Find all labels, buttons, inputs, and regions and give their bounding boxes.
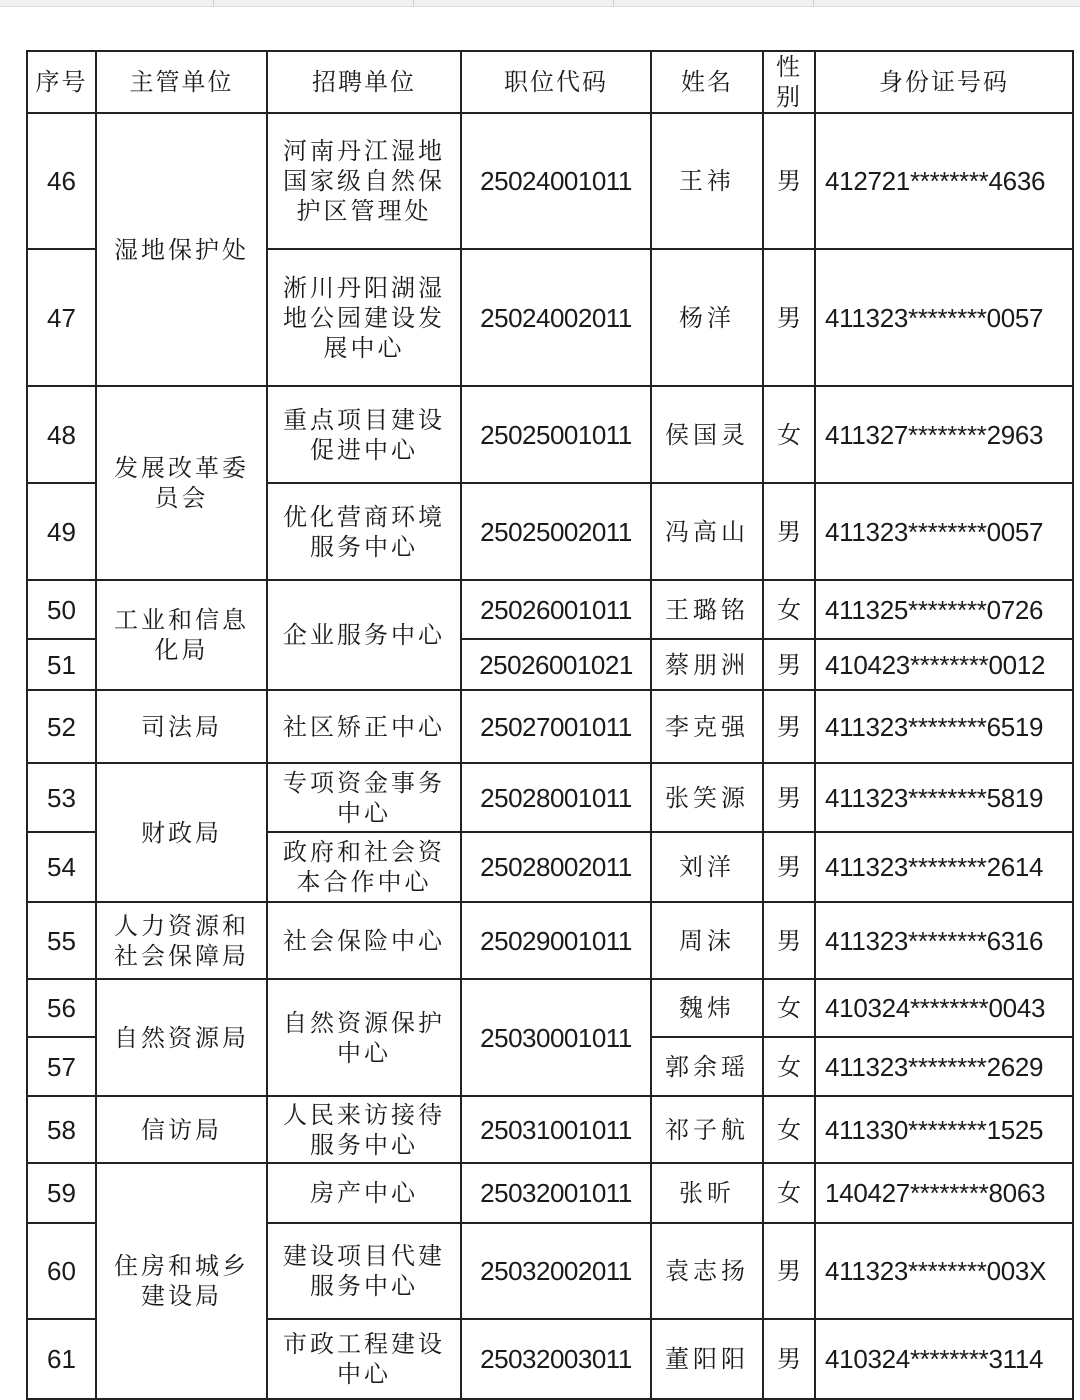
table-row [27,763,1073,832]
department-cell: 人力资源和社会保障局 [96,902,267,979]
name-cell: 魏炜 [651,979,763,1037]
id-cell: 410324********3114 [815,1319,1073,1399]
seq-cell: 52 [27,690,96,763]
gender-cell: 男 [763,483,815,580]
unit-cell: 河南丹江湿地国家级自然保护区管理处 [267,113,461,249]
name-cell: 李克强 [651,690,763,763]
id-cell: 411327********2963 [815,386,1073,483]
table-row [27,1163,1073,1223]
header-recruiting-unit: 招聘单位 [267,51,461,113]
unit-cell: 社区矫正中心 [267,690,461,763]
unit-cell: 企业服务中心 [267,580,461,690]
name-cell: 袁志扬 [651,1223,763,1319]
code-cell: 25028002011 [461,832,651,902]
code-cell: 25029001011 [461,902,651,979]
id-cell: 411330********1525 [815,1096,1073,1163]
unit-cell: 人民来访接待服务中心 [267,1096,461,1163]
id-cell: 410324********0043 [815,979,1073,1037]
gender-cell: 男 [763,690,815,763]
id-cell: 411325********0726 [815,580,1073,639]
code-cell: 25031001011 [461,1096,651,1163]
gender-cell: 男 [763,1223,815,1319]
gender-cell: 男 [763,249,815,386]
seq-cell: 50 [27,580,96,639]
gender-cell: 男 [763,1319,815,1399]
code-cell: 25026001011 [461,580,651,639]
seq-cell: 58 [27,1096,96,1163]
id-cell: 411323********003X [815,1223,1073,1319]
gender-cell: 女 [763,1037,815,1096]
seq-cell: 49 [27,483,96,580]
name-cell: 张笑源 [651,763,763,832]
name-cell: 杨洋 [651,249,763,386]
gender-cell: 女 [763,580,815,639]
gender-cell: 女 [763,386,815,483]
code-cell: 25025002011 [461,483,651,580]
department-cell: 司法局 [96,690,267,763]
gender-cell: 男 [763,639,815,690]
department-cell: 湿地保护处 [96,113,267,386]
code-cell: 25024002011 [461,249,651,386]
seq-cell: 46 [27,113,96,249]
seq-cell: 47 [27,249,96,386]
table-header-row [27,51,1073,113]
seq-cell: 57 [27,1037,96,1096]
gender-cell: 男 [763,832,815,902]
table-row [27,113,1073,249]
id-cell: 411323********2614 [815,832,1073,902]
gender-cell: 男 [763,763,815,832]
id-cell: 411323********5819 [815,763,1073,832]
name-cell: 祁子航 [651,1096,763,1163]
unit-cell: 优化营商环境服务中心 [267,483,461,580]
id-cell: 412721********4636 [815,113,1073,249]
gender-cell: 女 [763,1096,815,1163]
seq-cell: 55 [27,902,96,979]
department-cell: 财政局 [96,763,267,902]
name-cell: 王璐铭 [651,580,763,639]
code-cell: 25025001011 [461,386,651,483]
gender-cell: 男 [763,902,815,979]
seq-cell: 48 [27,386,96,483]
unit-cell: 社会保险中心 [267,902,461,979]
table-row [27,580,1073,639]
header-name: 姓名 [651,51,763,113]
department-cell: 工业和信息化局 [96,580,267,690]
unit-cell: 市政工程建设中心 [267,1319,461,1399]
department-cell: 自然资源局 [96,979,267,1096]
id-cell: 410423********0012 [815,639,1073,690]
id-cell: 411323********6519 [815,690,1073,763]
header-seq: 序号 [27,51,96,113]
seq-cell: 61 [27,1319,96,1399]
code-cell: 25024001011 [461,113,651,249]
recruitment-table [26,50,1074,1400]
name-cell: 侯国灵 [651,386,763,483]
seq-cell: 53 [27,763,96,832]
seq-cell: 59 [27,1163,96,1223]
unit-cell: 建设项目代建服务中心 [267,1223,461,1319]
gender-cell: 男 [763,113,815,249]
header-department: 主管单位 [96,51,267,113]
name-cell: 张昕 [651,1163,763,1223]
seq-cell: 60 [27,1223,96,1319]
department-cell: 住房和城乡建设局 [96,1163,267,1399]
unit-cell: 专项资金事务中心 [267,763,461,832]
viewer-top-strip [0,0,1080,7]
code-cell: 25032003011 [461,1319,651,1399]
code-cell: 25026001021 [461,639,651,690]
id-cell: 411323********0057 [815,483,1073,580]
header-id-number: 身份证号码 [815,51,1073,113]
unit-cell: 政府和社会资本合作中心 [267,832,461,902]
gender-cell: 女 [763,1163,815,1223]
name-cell: 周沫 [651,902,763,979]
table-row [27,979,1073,1037]
code-cell: 25028001011 [461,763,651,832]
name-cell: 冯高山 [651,483,763,580]
name-cell: 王祎 [651,113,763,249]
id-cell: 411323********2629 [815,1037,1073,1096]
name-cell: 董阳阳 [651,1319,763,1399]
name-cell: 刘洋 [651,832,763,902]
unit-cell: 淅川丹阳湖湿地公园建设发展中心 [267,249,461,386]
id-cell: 411323********0057 [815,249,1073,386]
code-cell: 25030001011 [461,979,651,1096]
code-cell: 25032001011 [461,1163,651,1223]
id-cell: 411323********6316 [815,902,1073,979]
seq-cell: 51 [27,639,96,690]
unit-cell: 房产中心 [267,1163,461,1223]
name-cell: 蔡朋洲 [651,639,763,690]
unit-cell: 自然资源保护中心 [267,979,461,1096]
header-position-code: 职位代码 [461,51,651,113]
unit-cell: 重点项目建设促进中心 [267,386,461,483]
department-cell: 信访局 [96,1096,267,1163]
name-cell: 郭余瑶 [651,1037,763,1096]
department-cell: 发展改革委员会 [96,386,267,580]
seq-cell: 56 [27,979,96,1037]
code-cell: 25032002011 [461,1223,651,1319]
table-row [27,386,1073,483]
header-gender: 性别 [763,51,815,113]
table-row [27,1096,1073,1163]
seq-cell: 54 [27,832,96,902]
code-cell: 25027001011 [461,690,651,763]
table-row [27,690,1073,763]
table-row [27,902,1073,979]
gender-cell: 女 [763,979,815,1037]
id-cell: 140427********8063 [815,1163,1073,1223]
